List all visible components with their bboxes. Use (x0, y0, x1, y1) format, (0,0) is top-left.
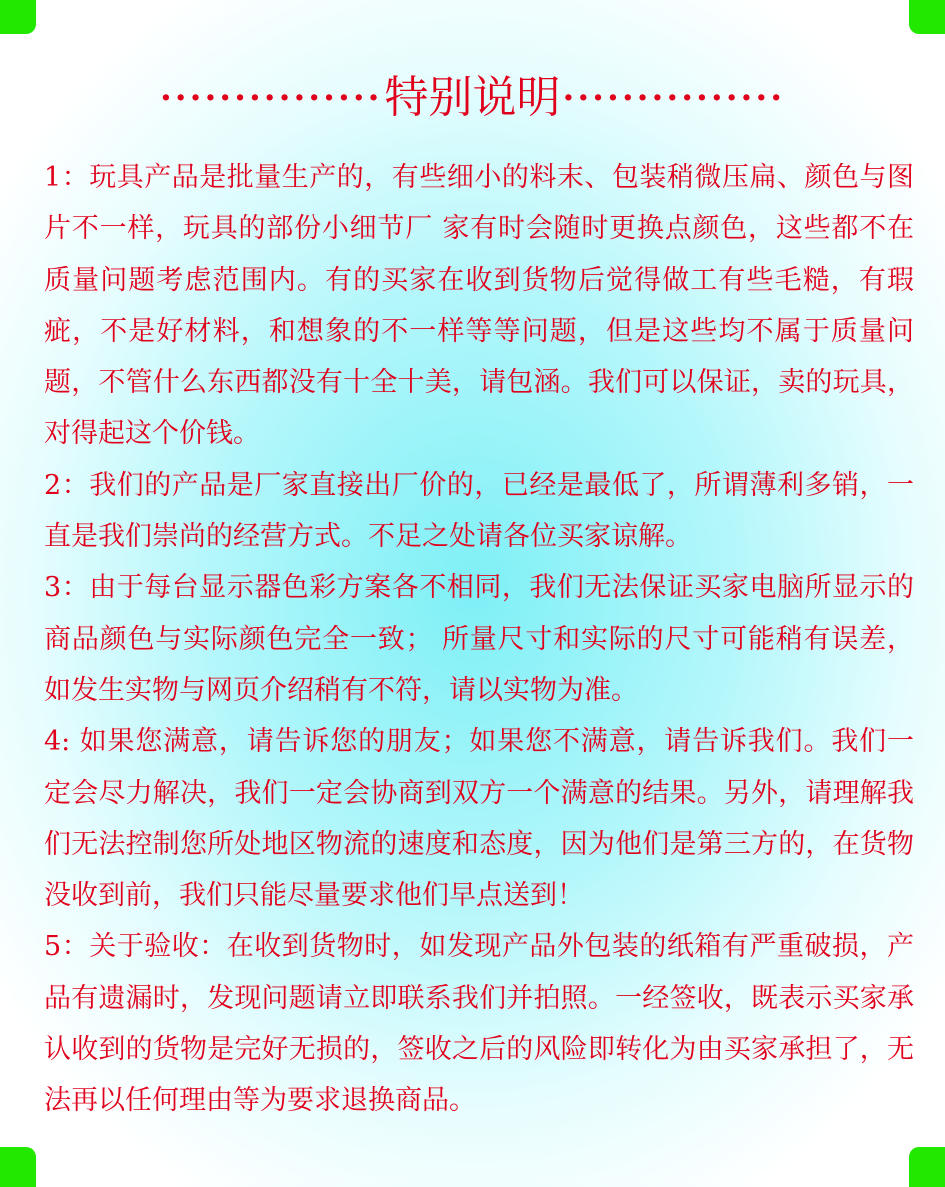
notice-paragraph-3: 3：由于每台显示器色彩方案各不相同，我们无法保证买家电脑所显示的商品颜色与实际颜色完全一致； 所量尺寸和实际的尺寸可能稍有误差，如发生实物与网页介绍稍有不符，请以实物为准。 (44, 572, 914, 706)
page-title (0, 68, 945, 128)
corner-decoration-bottom-right (909, 1147, 945, 1187)
corner-decoration-bottom-left (0, 1147, 36, 1187)
corner-decoration-top-right (909, 0, 945, 34)
notice-body (44, 152, 914, 1127)
title-text: 特别说明 (384, 72, 561, 123)
title-dots-left: ··············· (159, 78, 383, 118)
notice-paragraph-2: 2：我们的产品是厂家直接出厂价的，已经是最低了，所谓薄利多销，一直是我们崇尚的经营方式。不足之处请各位买家谅解。 (44, 469, 914, 553)
notice-paragraph-1: 1：玩具产品是批量生产的，有些细小的料末、包装稍微压扁、颜色与图片不一样，玩具的部份小细节厂 家有时会随时更换点颜色，这些都不在质量问题考虑范围内。有的买家在收到货物后觉得做工有些毛糙，有瑕疵，不是好材料，和想象的不一样等等问题，但是这些均不属于质量问题，不管什么东西都没有十全十美，请包涵。我们可以保证，卖的玩具，对得起这个价钱。 (44, 162, 914, 450)
title-dots-right: ··············· (562, 78, 786, 118)
corner-decoration-top-left (0, 0, 36, 34)
notice-paragraph-5: 5：关于验收：在收到货物时，如发现产品外包装的纸箱有严重破损，产品有遗漏时，发现问题请立即联系我们并拍照。一经签收，既表示买家承认收到的货物是完好无损的，签收之后的风险即转化为由买家承担了，无法再以任何理由等为要求退换商品。 (44, 931, 914, 1117)
notice-paragraph-4: 4: 如果您满意，请告诉您的朋友；如果您不满意，请告诉我们。我们一定会尽力解决，我们一定会协商到双方一个满意的结果。另外，请理解我们无法控制您所处地区物流的速度和态度，因为他们是第三方的，在货物没收到前，我们只能尽量要求他们早点送到！ (44, 726, 914, 912)
